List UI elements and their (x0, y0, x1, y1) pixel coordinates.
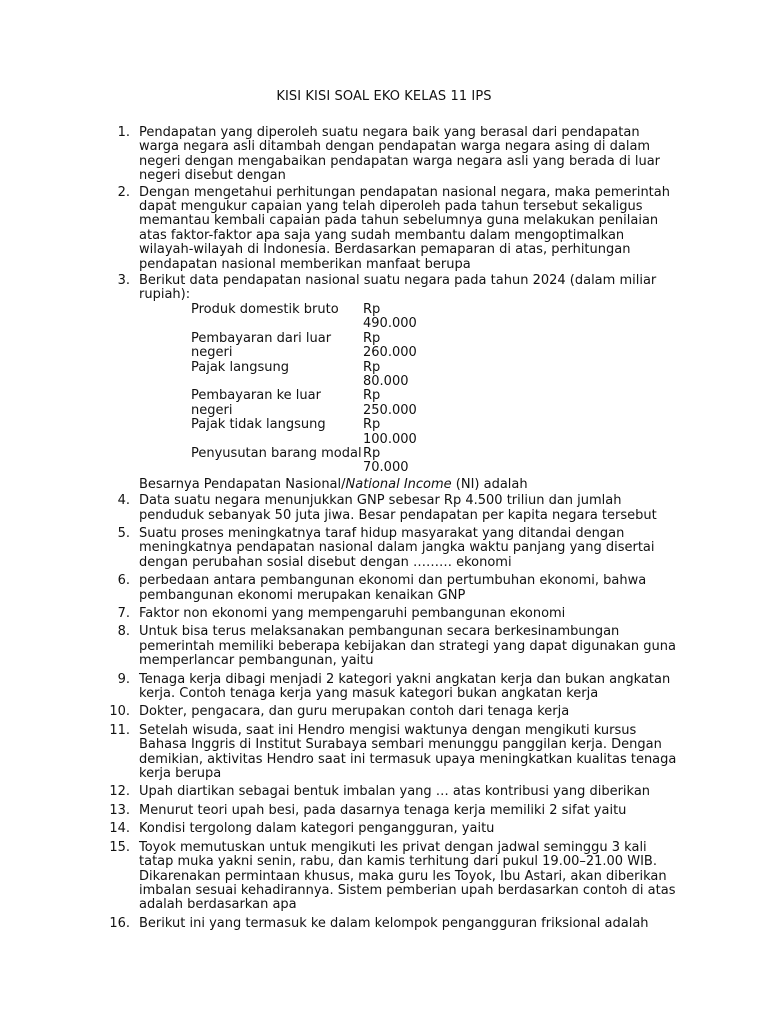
item-text: Toyok memutuskan untuk mengikuti les privat dengan jadwal seminggu 3 kali tatap muka yakni senin, rabu, dan kamis terhitung dari pukul 19.00–21.00 WIB. Dikarenakan permintaan khusus, maka guru les Toyok, Ibu Astari, akan diberikan imbalan sesuai kehadirannya. Sistem pemberian upah berdasarkan contoh di atas adalah berdasarkan apa (139, 839, 676, 913)
item-text: Suatu proses meningkatnya taraf hidup masyarakat yang ditandai dengan meningkatnya pendapatan nasional dalam jangka waktu panjang yang disertai dengan perubahan sosial disebut dengan ……… ekonomi (139, 525, 655, 570)
table-value: Rp 260.000 (363, 330, 417, 361)
list-item (0, 822, 679, 836)
item-text: Dengan mengetahui perhitungan pendapatan nasional negara, maka pemerintah dapat mengukur capaian yang telah diperoleh pada tahun tersebut sekaligus memantau kembali capaian pada tahun sebelumnya guna melakukan penilaian atas faktor-faktor apa saja yang sudah membantu dalam mengoptimalkan wilayah-wilayah di Indonesia. Berdasarkan pemaparan di atas, perhitungan pendapatan nasional memberikan manfaat berupa (139, 184, 670, 272)
list-item (0, 126, 679, 184)
table-label: Pajak langsung (191, 359, 290, 375)
item-text: Upah diartikan sebagai bentuk imbalan yang … atas kontribusi yang diberikan (139, 784, 651, 800)
list-item (0, 186, 679, 272)
list-item (0, 607, 679, 621)
item-text: Tenaga kerja dibagi menjadi 2 kategori yakni angkatan kerja dan bukan angkatan kerja. Contoh tenaga kerja yang masuk kategori bukan angkatan kerja (139, 671, 671, 702)
question-prompt: Besarnya Pendapatan Nasional/National Income (NI) adalah (139, 476, 528, 492)
list-item (0, 804, 679, 818)
item-text: Berikut data pendapatan nasional suatu negara pada tahun 2024 (dalam miliar rupiah): (139, 273, 657, 303)
document-title: KISI KISI SOAL EKO KELAS 11 IPS (276, 89, 492, 104)
question-list (0, 126, 768, 935)
item-number: 10. (109, 704, 130, 720)
table-row (139, 332, 679, 361)
table-value: Rp 70.000 (363, 445, 409, 476)
list-item (0, 917, 679, 931)
item-number: 15. (109, 839, 130, 855)
item-text: Dokter, pengacara, dan guru merupakan contoh dari tenaga kerja (139, 704, 570, 720)
list-item (0, 724, 679, 782)
list-item (0, 841, 679, 913)
item-number: 3. (117, 273, 130, 289)
item-text: Setelah wisuda, saat ini Hendro mengisi waktunya dengan mengikuti kursus Bahasa Inggris di Institut Surabaya sembari menunggu panggilan kerja. Dengan demikian, aktivitas Hendro saat ini termasuk upaya meningkatkan kualitas tenaga kerja berupa (139, 722, 677, 782)
item-number: 13. (109, 802, 130, 818)
item-number: 4. (117, 493, 130, 509)
item-number: 14. (109, 821, 130, 837)
item-number: 6. (117, 573, 130, 589)
table-value: Rp 250.000 (363, 388, 417, 418)
item-text: Untuk bisa terus melaksanakan pembangunan secara berkesinambungan pemerintah memiliki beberapa kebijakan dan strategi yang dapat digunakan guna memperlancar pembangunan, yaitu (139, 624, 676, 669)
item-number: 8. (117, 624, 130, 640)
item-number: 9. (117, 671, 130, 687)
table-value: Rp 490.000 (363, 301, 417, 332)
item-number: 11. (109, 722, 130, 738)
list-item (0, 785, 679, 799)
item-text: Data suatu negara menunjukkan GNP sebesar Rp 4.500 triliun dan jumlah penduduk sebanyak 50 juta jiwa. Besar pendapatan per kapita negara tersebut (139, 493, 657, 523)
item-text: Berikut ini yang termasuk ke dalam kelompok pengangguran friksional adalah (139, 915, 649, 931)
table-row (139, 447, 679, 476)
item-number: 1. (117, 125, 130, 140)
table-label: Pembayaran ke luar negeri (191, 388, 321, 418)
income-data-table (139, 303, 679, 476)
list-item (0, 625, 679, 668)
table-label: Pembayaran dari luar negeri (191, 330, 332, 361)
list-item (0, 527, 679, 570)
table-row (139, 361, 679, 390)
table-row (139, 303, 679, 332)
item-text: Kondisi tergolong dalam kategori pengangguran, yaitu (139, 821, 495, 837)
table-label: Pajak tidak langsung (191, 417, 326, 433)
table-row (139, 389, 679, 418)
item-number: 16. (109, 915, 130, 931)
list-item (0, 574, 679, 603)
list-item (0, 494, 679, 523)
table-value: Rp 80.000 (363, 359, 409, 389)
table-label: Produk domestik bruto (191, 301, 339, 317)
item-number: 7. (117, 606, 130, 621)
item-text: Pendapatan yang diperoleh suatu negara baik yang berasal dari pendapatan warga negara asli ditambah dengan pendapatan warga negara asing di dalam negeri dengan mengabaikan pendapatan warga negara asli yang berada di luar negeri disebut dengan (139, 125, 661, 184)
item-text: Menurut teori upah besi, pada dasarnya tenaga kerja memiliki 2 sifat yaitu (139, 802, 627, 818)
item-text: Faktor non ekonomi yang mempengaruhi pembangunan ekonomi (139, 606, 566, 621)
item-number: 2. (117, 184, 130, 200)
table-label: Penyusutan barang modal (191, 445, 362, 461)
item-text: perbedaan antara pembangunan ekonomi dan pertumbuhan ekonomi, bahwa pembangunan ekonomi merupakan kenaikan GNP (139, 573, 647, 603)
table-row (139, 418, 679, 447)
list-item (0, 673, 679, 702)
list-item (0, 274, 679, 492)
list-item (0, 705, 679, 719)
item-number: 5. (117, 525, 130, 541)
item-number: 12. (109, 784, 130, 800)
table-value: Rp 100.000 (363, 417, 417, 447)
